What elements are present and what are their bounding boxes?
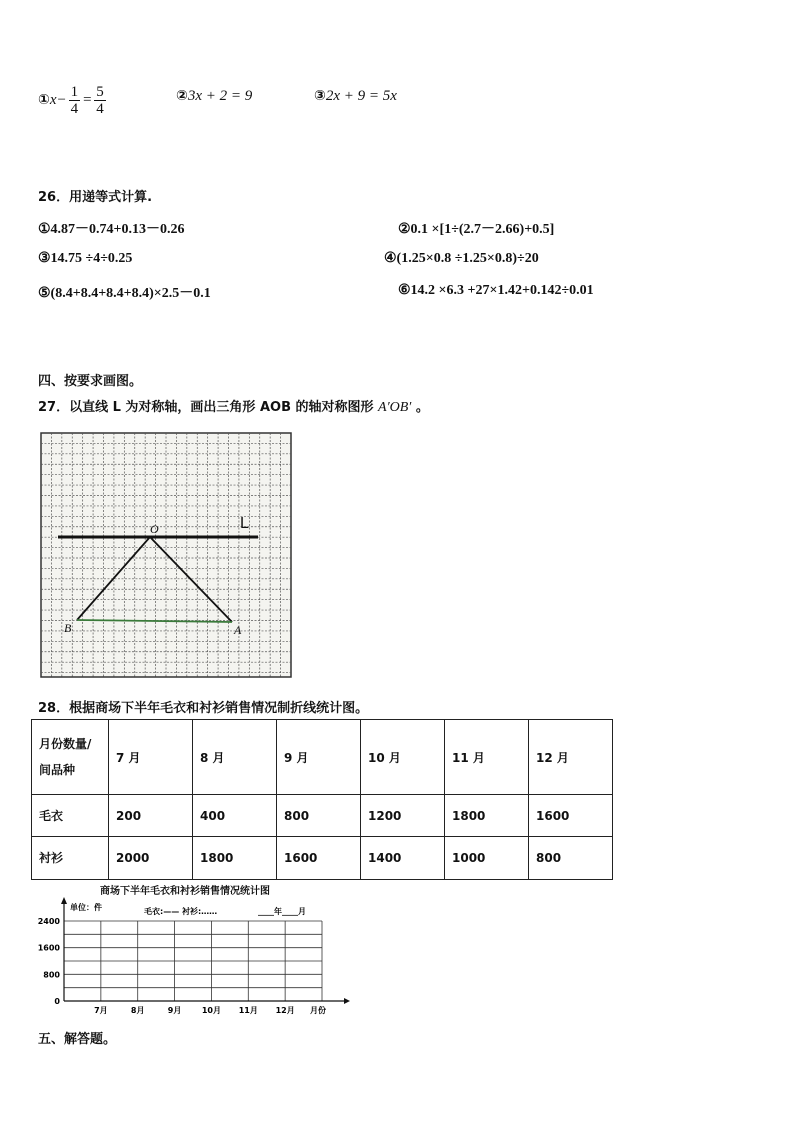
chart-x-axis-ticks: [94, 1006, 295, 1015]
chart-x-tick-label: 10月: [201, 1006, 221, 1015]
chart-y-axis-ticks: [38, 917, 61, 1006]
fraction-five-quarters: $\frac{5}{4}$: [96, 84, 104, 117]
sales-table: [31, 719, 613, 880]
axis-label-l: L: [240, 515, 249, 532]
chart-date-blank: ____年____月: [258, 907, 306, 916]
table-cell: 1400: [361, 837, 445, 880]
chart-y-tick-label: 2400: [37, 917, 60, 926]
section-5-title: 五、解答题。: [38, 1032, 117, 1047]
chart-legend: 毛衣:—— 衬衫:……: [144, 907, 218, 916]
blank-line-chart[interactable]: [34, 896, 354, 1018]
equation-1-marker: ①: [38, 91, 50, 108]
table-cell: 1800: [193, 837, 277, 880]
x-axis-arrow-icon: [344, 998, 350, 1004]
chart-x-tick-label: 9月: [167, 1006, 182, 1015]
chart-x-tick-label: 12月: [275, 1006, 295, 1015]
q26-item-2: ②0.1 ×[1÷(2.7－2.66)+0.5]: [398, 222, 555, 237]
chart-grid: [64, 921, 322, 1001]
table-header-month: 10 月: [361, 720, 445, 795]
table-header-month: 12 月: [529, 720, 613, 795]
vertex-label-b: B: [64, 621, 72, 635]
table-cell: 800: [277, 795, 361, 837]
chart-y-tick-label: 800: [43, 970, 60, 980]
q26-item-6: ⑥14.2 ×6.3 +27×1.42+0.142÷0.01: [398, 283, 594, 298]
table-header-row: [32, 720, 613, 795]
table-cell: 1600: [529, 795, 613, 837]
vertex-label-a: A: [234, 623, 242, 637]
symmetry-grid-figure[interactable]: [40, 432, 292, 678]
table-cell: 1600: [277, 837, 361, 880]
equation-2: ②3x + 2 = 9: [176, 88, 253, 104]
table-cell: 1200: [361, 795, 445, 837]
equation-3-text: 2x + 9 = 5x: [325, 88, 397, 104]
table-cell: 2000: [109, 837, 193, 880]
fraction-one-quarter: $\frac{1}{4}$: [70, 84, 79, 117]
q26-item-3: ③14.75 ÷4÷0.25: [38, 251, 133, 266]
chart-x-axis-label: 月份: [310, 1006, 326, 1015]
chart-x-tick-label: 7月: [94, 1006, 108, 1015]
table-header-month: 11 月: [445, 720, 529, 795]
q26-item-1: ①4.87－0.74+0.13－0.26: [38, 222, 185, 237]
table-cell: 1800: [445, 795, 529, 837]
chart-unit-label: 单位：件: [70, 903, 102, 912]
chart-title: 商场下半年毛衣和衬衫销售情况统计图: [100, 886, 270, 897]
table-cell: 400: [193, 795, 277, 837]
q27-title-math: A′OB′: [378, 400, 412, 415]
table-row-sweater: [32, 795, 613, 837]
table-row-label: 衬衫: [32, 837, 109, 880]
equation-1-lhs: x−: [49, 91, 67, 108]
table-row-shirt: [32, 837, 613, 880]
q27-title: 27．以直线 L 为对称轴，画出三角形 AOB 的轴对称图形 A′OB′ 。: [38, 400, 429, 415]
table-cell: 800: [529, 837, 613, 880]
q26-item-4: ④(1.25×0.8 ÷1.25×0.8)÷20: [384, 251, 539, 266]
q26-title: 26．用递等式计算.: [38, 190, 153, 205]
equals-sign: =: [82, 91, 93, 108]
table-cell: 200: [109, 795, 193, 837]
q26-item-5: ⑤(8.4+8.4+8.4+8.4)×2.5－0.1: [38, 286, 211, 301]
equation-1: [38, 84, 108, 117]
table-cell: 1000: [445, 837, 529, 880]
chart-y-tick-label: 1600: [37, 943, 60, 953]
section-4-title: 四、按要求画图。: [38, 374, 143, 389]
chart-x-tick-label: 11月: [238, 1006, 258, 1015]
y-axis-arrow-icon: [61, 897, 67, 904]
table-header-month: 7 月: [109, 720, 193, 795]
vertex-label-o: O: [150, 522, 159, 536]
equation-2-text: 3x + 2 = 9: [187, 88, 253, 104]
equation-3: ③2x + 9 = 5x: [314, 88, 397, 104]
chart-x-tick-label: 8月: [130, 1006, 145, 1015]
table-row-label: 毛衣: [32, 795, 109, 837]
chart-y-tick-label: 0: [54, 997, 60, 1006]
table-corner-cell: 月份数量/ 间品种: [32, 720, 109, 795]
q28-title: 28．根据商场下半年毛衣和衬衫销售情况制折线统计图。: [38, 701, 369, 716]
table-header-month: 9 月: [277, 720, 361, 795]
table-header-month: 8 月: [193, 720, 277, 795]
